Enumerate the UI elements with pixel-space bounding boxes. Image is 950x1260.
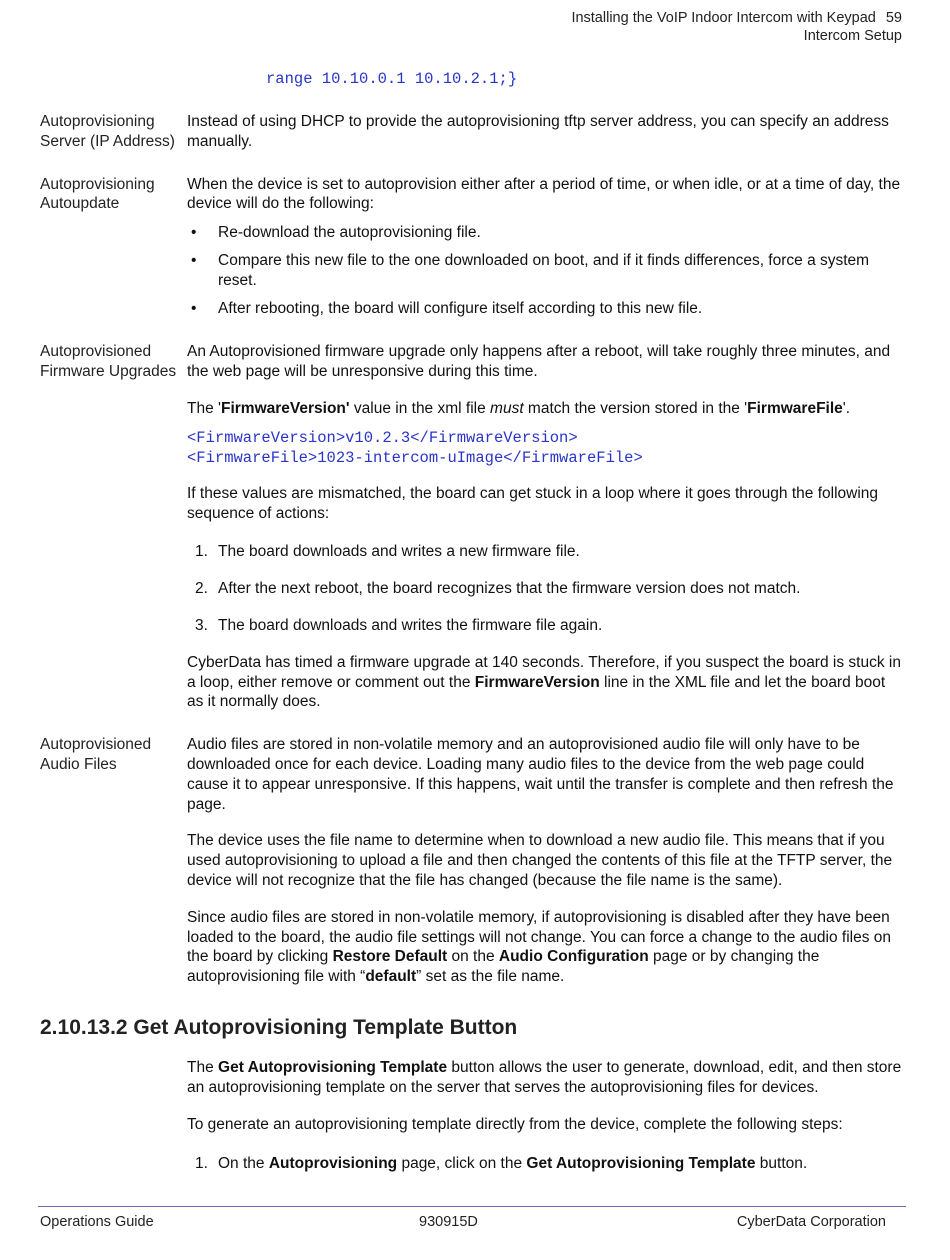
section-label xyxy=(40,175,187,327)
list-number: 3. xyxy=(195,616,208,634)
bold-text: Restore Default xyxy=(332,948,448,966)
paragraph xyxy=(187,399,902,419)
label-line: Firmware Upgrades xyxy=(40,362,177,380)
list-number: 1. xyxy=(195,543,208,561)
numbered-list xyxy=(187,1154,902,1174)
section-label xyxy=(40,112,187,152)
text: page, click on the xyxy=(397,1155,527,1173)
text: page or by changing the autoprovisioning file with “ xyxy=(187,948,820,986)
list-item: • Compare this new file to the one downloaded on boot, and if it finds differences, force a system reset. xyxy=(187,251,902,291)
text: The xyxy=(187,1058,219,1076)
list-text: The board downloads and writes the firmware file again. xyxy=(218,616,603,634)
footer-left: Operations Guide xyxy=(40,1214,154,1230)
page-header xyxy=(571,9,902,45)
list-number: 1. xyxy=(195,1155,208,1173)
label-line: Autoprovisioned xyxy=(40,736,152,754)
paragraph xyxy=(187,908,902,987)
paragraph: When the device is set to autoprovision either after a period of time, or when idle, or at a time of day, the device will do the following: xyxy=(187,175,901,213)
paragraph xyxy=(187,653,902,712)
text: match the version stored in the ' xyxy=(523,399,748,417)
bold-text: Get Autoprovisioning Template xyxy=(526,1155,756,1173)
section-label xyxy=(40,342,187,712)
label-line: Autoprovisioning xyxy=(40,113,155,130)
text: CyberData has timed a firmware upgrade at 140 seconds. Therefore, if you suspect the board is stuck in a loop, either remove or comment out the xyxy=(187,653,901,691)
list-item xyxy=(187,616,902,636)
page-number: 59 xyxy=(885,10,902,26)
list-text: After the next reboot, the board recognizes that the firmware version does not match. xyxy=(218,580,801,598)
bold-text: FirmwareVersion xyxy=(474,673,600,691)
bold-text: FirmwareVersion' xyxy=(220,399,350,417)
paragraph: Instead of using DHCP to provide the autoprovisioning tftp server address, you can specify an address manually. xyxy=(187,113,889,150)
text: On the xyxy=(218,1155,269,1173)
label-line: Server (IP Address) xyxy=(40,132,175,150)
code-line: <FirmwareVersion>v10.2.3</FirmwareVersion> xyxy=(187,428,578,447)
paragraph: An Autoprovisioned firmware upgrade only happens after a reboot, will take roughly three minutes, and the web page will be unresponsive during this time. xyxy=(187,343,891,381)
paragraph: The device uses the file name to determine when to download a new audio file. This means that if you used autoprovisioning to upload a file and then changed the contents of this file at the TFTP server, the device will not recognize that the file has changed (because the file name is the same). xyxy=(187,832,893,889)
text: '. xyxy=(842,399,851,417)
code-line: <FirmwareFile>1023-intercom-uImage</FirmwareFile> xyxy=(187,448,643,467)
footer-right: CyberData Corporation xyxy=(736,1214,886,1230)
bold-text: default xyxy=(365,968,417,986)
header-subtitle: Intercom Setup xyxy=(803,28,902,44)
text: line in the XML file and let the board boot as it normally does. xyxy=(187,673,886,711)
section-heading: 2.10.13.2 Get Autoprovisioning Template Button xyxy=(40,1015,518,1039)
section-label xyxy=(40,735,187,987)
page-body xyxy=(40,112,902,1174)
section-template xyxy=(40,1058,902,1174)
italic-text: must xyxy=(490,399,524,417)
list-item xyxy=(187,579,902,599)
footer-center: 930915D xyxy=(419,1214,478,1230)
section-label-empty xyxy=(40,1058,187,1174)
list-item: • After rebooting, the board will configure itself according to this new file. xyxy=(187,299,902,319)
header-title: Installing the VoIP Indoor Intercom with Keypad xyxy=(571,10,876,26)
footer-divider xyxy=(38,1206,906,1207)
label-line: Autoprovisioning xyxy=(40,175,155,193)
text: button allows the user to generate, download, edit, and then store an autoprovisioning template on the server that serves the autoprovisioning files for devices. xyxy=(187,1058,902,1096)
paragraph xyxy=(187,1058,902,1098)
section-autoupdate xyxy=(40,175,902,327)
label-line: Autoprovisioned xyxy=(40,343,152,361)
list-item xyxy=(187,1154,902,1174)
list-item xyxy=(187,542,902,562)
bold-text: FirmwareFile xyxy=(747,399,843,417)
bold-text: Autoprovisioning xyxy=(268,1155,398,1173)
bold-text: Audio Configuration xyxy=(498,948,649,966)
text: ” set as the file name. xyxy=(416,968,565,986)
text: Since audio files are stored in non-volatile memory, if autoprovisioning is disabled after they have been loaded to the board, the audio file settings will not change. You can force a change to the audio files on the board by clicking xyxy=(187,908,892,966)
section-audio xyxy=(40,735,902,987)
text: The ' xyxy=(187,399,221,417)
section-firmware xyxy=(40,342,902,712)
numbered-list xyxy=(187,542,902,635)
range-code: range 10.10.0.1 10.10.2.1;} xyxy=(266,70,518,88)
list-text: The board downloads and writes a new firmware file. xyxy=(218,543,580,561)
paragraph: Audio files are stored in non-volatile memory and an autoprovisioned audio file will only have to be downloaded once for each device. Loading many audio files to the device from the web page could cause it to appear unresponsive. If this happens, wait until the transfer is complete and then refresh the page. xyxy=(187,736,894,813)
bullet-list xyxy=(187,223,902,318)
section-server xyxy=(40,112,902,152)
list-number: 2. xyxy=(195,580,208,598)
text: on the xyxy=(447,948,499,966)
paragraph: If these values are mismatched, the board can get stuck in a loop where it goes through the following sequence of actions: xyxy=(187,484,879,522)
text: value in the xml file xyxy=(349,399,491,417)
label-line: Autoupdate xyxy=(40,195,120,213)
list-item: • Re-download the autoprovisioning file. xyxy=(187,223,902,243)
paragraph: To generate an autoprovisioning template directly from the device, complete the following steps: xyxy=(187,1115,843,1133)
text: button. xyxy=(755,1155,808,1173)
bold-text: Get Autoprovisioning Template xyxy=(218,1058,448,1076)
label-line: Audio Files xyxy=(40,755,117,773)
